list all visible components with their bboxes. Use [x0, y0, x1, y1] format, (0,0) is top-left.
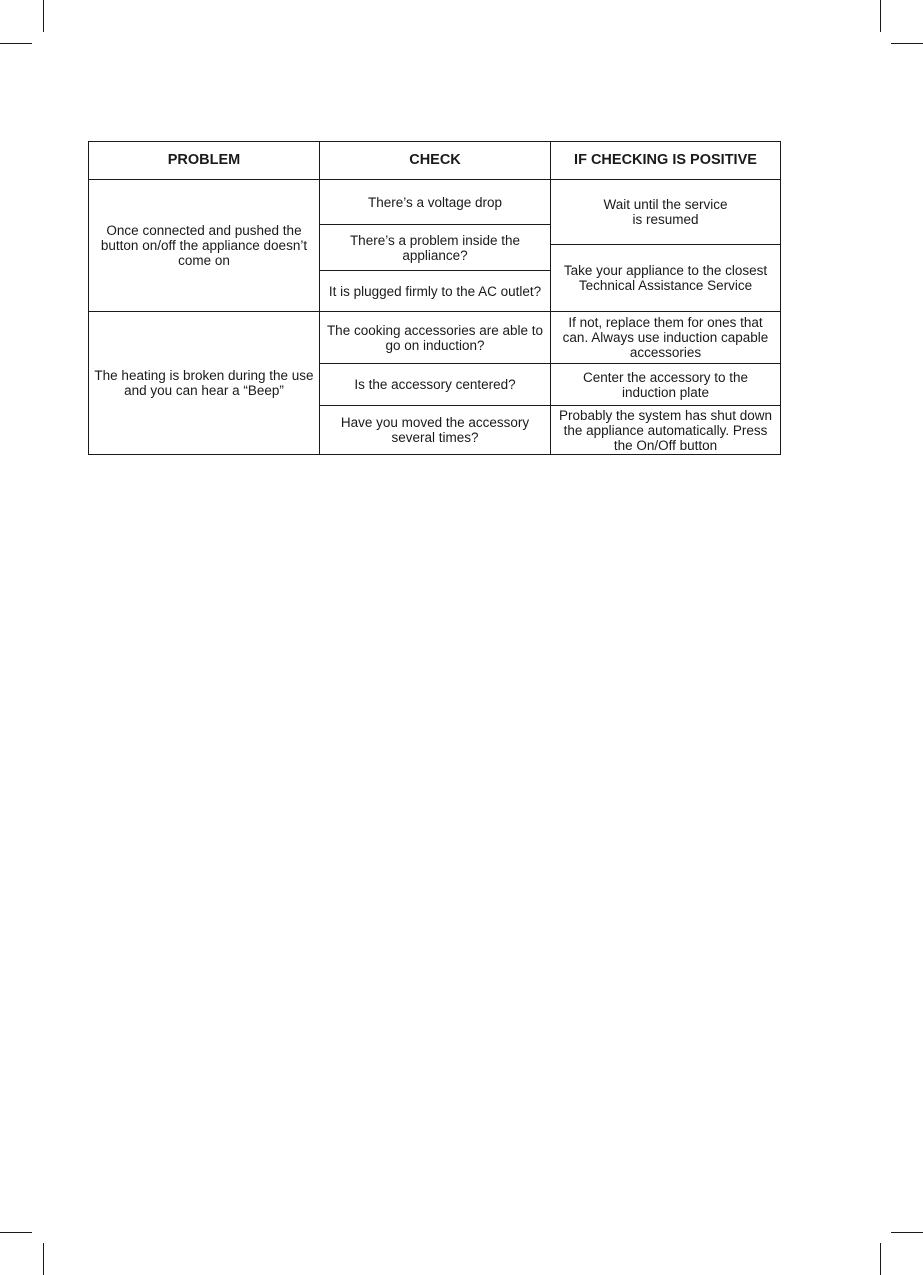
- crop-mark-bottom-right-horizontal: [891, 1232, 923, 1233]
- crop-mark-bottom-left-vertical: [43, 1243, 44, 1275]
- check-cell: There’s a problem inside the appliance?: [320, 225, 551, 271]
- check-cell: There’s a voltage drop: [320, 180, 551, 225]
- crop-mark-top-right-horizontal: [891, 43, 923, 44]
- check-cell: Have you moved the accessory several times?: [320, 406, 551, 455]
- troubleshooting-table: [88, 141, 781, 455]
- solution-cell: Center the accessory to the induction plate: [551, 364, 781, 406]
- solution-cell: If not, replace them for ones that can. Always use induction capable accessories: [551, 312, 781, 364]
- crop-mark-top-left-horizontal: [0, 43, 32, 44]
- solution-cell: Probably the system has shut down the appliance automatically. Press the On/Off button: [551, 406, 781, 455]
- solution-cell: Wait until the service is resumed: [551, 180, 781, 245]
- header-if-checking-is-positive: IF CHECKING IS POSITIVE: [551, 142, 781, 180]
- check-cell: It is plugged firmly to the AC outlet?: [320, 271, 551, 312]
- solution-cell: Take your appliance to the closest Technical Assistance Service: [551, 245, 781, 312]
- table-header-row: [89, 142, 781, 180]
- crop-mark-bottom-right-vertical: [880, 1243, 881, 1275]
- table-row: [89, 180, 781, 202]
- crop-mark-top-left-vertical: [43, 0, 44, 32]
- check-cell: Is the accessory centered?: [320, 364, 551, 406]
- crop-mark-bottom-left-horizontal: [0, 1232, 32, 1233]
- header-check: CHECK: [320, 142, 551, 180]
- header-problem: PROBLEM: [89, 142, 320, 180]
- problem-cell: The heating is broken during the use and you can hear a “Beep”: [89, 312, 320, 455]
- problem-cell: Once connected and pushed the button on/off the appliance doesn’t come on: [89, 180, 320, 312]
- crop-mark-top-right-vertical: [880, 0, 881, 32]
- check-cell: The cooking accessories are able to go on induction?: [320, 312, 551, 364]
- table-row: [89, 312, 781, 364]
